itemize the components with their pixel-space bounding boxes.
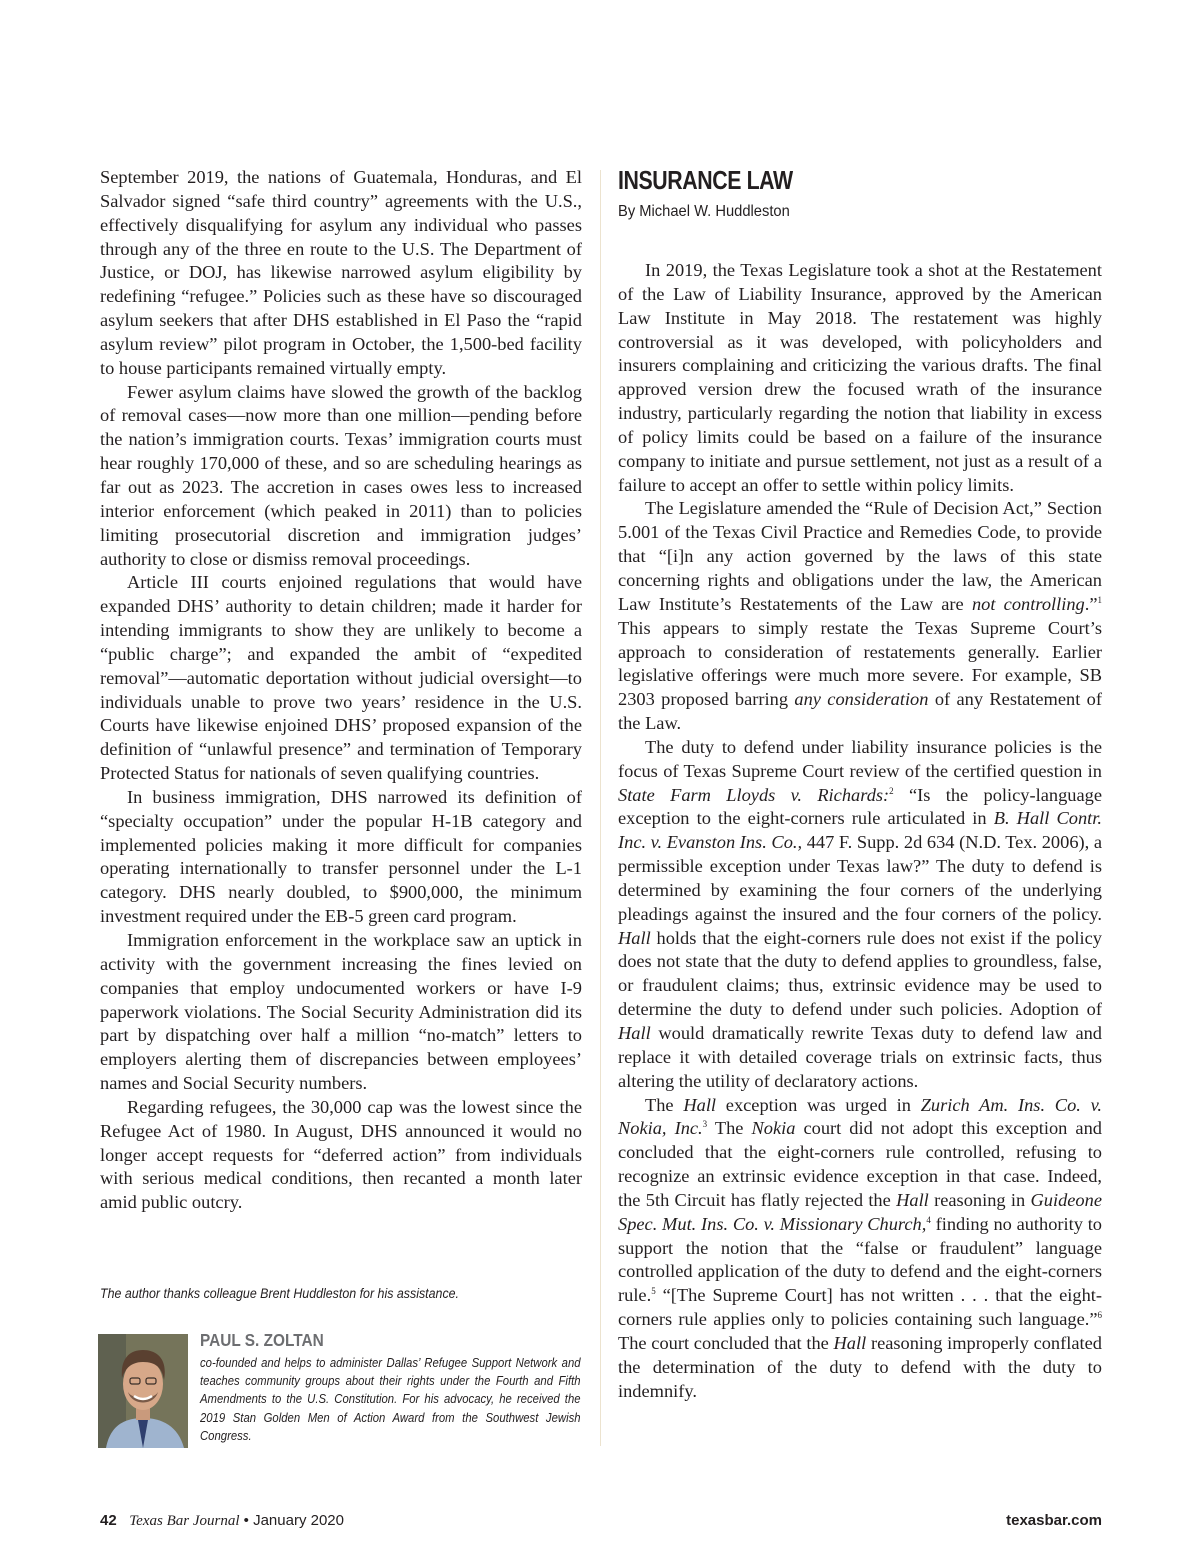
page-number: 42: [100, 1512, 117, 1529]
body-paragraph: The duty to defend under liability insurance policies is the focus of Texas Supreme Court review of the certified question in State Farm Lloyds v. Richards:$^2$ “Is the policy-language exception to the eight-corners rule articulated in B. Hall Contr. Inc. v. Evanston Ins. Co., 447 F. Supp. 2d 634 (N.D. Tex. 2006), a permissible exception under Texas law?” The duty to defend is determined by examining the four corners of the underlying pleadings against the insured and the four corners of the policy. Hall holds that the eight-corners rule does not exist if the policy does not state that the duty to defend applies to groundless, false, or fraudulent claims; thus, extrinsic evidence may be used to determine the duty to defend under such policies. Adoption of Hall would dramatically rewrite Texas duty to defend law and replace it with detailed coverage trials on extrinsic facts, thus altering the utility of declaratory actions.: [618, 736, 1103, 1091]
issue-date: January 2020: [253, 1512, 344, 1529]
footer-separator: •: [243, 1512, 249, 1529]
author-name: PAUL S. ZOLTAN: [200, 1330, 324, 1350]
footnote-marker: 2: [889, 785, 894, 796]
author-portrait-graphic: [98, 1334, 188, 1448]
journal-name: Texas Bar Journal: [129, 1513, 240, 1529]
body-paragraph: Regarding refugees, the 30,000 cap was the lowest since the Refugee Act of 1980. In August, DHS announced it would no longer accept requests for “deferred action” from individuals with serious medical conditions, then recanted a month later amid public outcry.: [100, 1096, 582, 1213]
author-photo: [98, 1334, 188, 1448]
footnote-marker: 6: [1097, 1310, 1102, 1321]
footnote-marker: 3: [702, 1119, 708, 1130]
page-footer: [100, 1512, 1102, 1534]
byline: By Michael W. Huddleston: [618, 203, 790, 220]
body-paragraph: Fewer asylum claims have slowed the growth of the backlog of removal cases—now more than one million—pending before the nation’s immigration courts. Texas’ immigration courts must hear roughly 170,000 of these, and so are scheduling hearings as far out as 2023. The accretion in cases owes less to increased interior enforcement (which peaked in 2011) than to policies limiting prosecutorial discretion and immigration judges’ authority to close or dismiss removal proceedings.: [100, 381, 582, 569]
footnote-marker: 4: [926, 1214, 931, 1225]
body-paragraph: The Hall exception was urged in Zurich Am. Ins. Co. v. Nokia, Inc.$^3$ The Nokia court did not adopt this exception and concluded that the eight-corners rule controlled, refusing to recognize an extrinsic evidence exception in that case. Indeed, the 5th Circuit has flatly rejected the Hall reasoning in Guideone Spec. Mut. Ins. Co. v. Missionary Church,$^4$ finding no authority to support the notion that the “false or fraudulent” language controlled application of the duty to defend and the eight-corners rule.$^5$ “[The Supreme Court] has not written . . . that the eight-corners rule applies only to policies containing such language.”$^6$ The court concluded that the Hall reasoning improperly conflated the determination of the duty to defend with the duty to indemnify.: [618, 1094, 1103, 1401]
body-paragraph: In business immigration, DHS narrowed its definition of “specialty occupation” under the popular H-1B category and implemented policies making it more difficult for companies operating internationally to transfer personnel under the L-1 category. DHS nearly doubled, to $900,000, the minimum investment required under the EB-5 green card program.: [100, 786, 582, 927]
footnote-marker: 5: [651, 1286, 656, 1297]
column-divider: [600, 170, 601, 1446]
author-bio: co-founded and helps to administer Dallas’ Refugee Support Network and teaches community groups about their rights under the Fourth and Fifth Amendments to the U.S. Constitution. For his advocacy, he received the 2019 Stan Golden Men of Action Award from the Southwest Jewish Congress.: [200, 1355, 581, 1443]
website-link[interactable]: texasbar.com: [1006, 1512, 1102, 1529]
body-paragraph: September 2019, the nations of Guatemala, Honduras, and El Salvador signed “safe third country” agreements with the U.S., effectively disqualifying for asylum any individual who passes through any of the three en route to the U.S. The Department of Justice, or DOJ, has likewise narrowed asylum eligibility by redefining “refugee.” Policies such as these have so discouraged asylum seekers that after DHS established in El Paso the “rapid asylum review” pilot program in October, the 1,500-bed facility to house participants remained virtually empty.: [100, 167, 582, 378]
body-paragraph: Article III courts enjoined regulations that would have expanded DHS’ authority to detain children; made it harder for intending immigrants to show they are unlikely to become a “public charge”; and expanded the ambit of “expedited removal”—automatic deportation without judicial oversight—to individuals unable to prove two years’ residence in the U.S. Courts have likewise enjoined DHS’ proposed expansion of the definition of “unlawful presence” and termination of Temporary Protected Status for nationals of seven qualifying countries.: [100, 572, 582, 784]
footnote-marker: 1: [1097, 594, 1103, 605]
acknowledgement-note: The author thanks colleague Brent Huddleston for his assistance.: [100, 1286, 460, 1301]
body-paragraph: Immigration enforcement in the workplace saw an uptick in activity with the government increasing the fines levied on companies that employ undocumented workers or have I-9 paperwork violations. The Social Security Administration did its part by dispatching over half a million “no-match” letters to employers alerting them of discrepancies between employees’ names and Social Security numbers.: [100, 930, 582, 1094]
body-paragraph: The Legislature amended the “Rule of Decision Act,” Section 5.001 of the Texas Civil Practice and Remedies Code, to provide that “[i]n any action governed by the laws of this state concerning rights and obligations under the law, the American Law Institute’s Restatements of the Law are not controlling.”$^1$ This appears to simply restate the Texas Supreme Court’s approach to consideration of restatements generally. Earlier legislative offerings were much more severe. For example, SB 2303 proposed barring any consideration of any Restatement of the Law.: [618, 498, 1103, 734]
left-column: [100, 166, 582, 1215]
body-paragraph: In 2019, the Texas Legislature took a shot at the Restatement of the Law of Liability Insurance, approved by the American Law Institute in May 2018. The restatement was highly controversial as it was developed, with policyholders and insurers complaining and criticizing the various drafts. The final approved version drew the focused wrath of the insurance industry, particularly regarding the notion that liability in excess of policy limits could be based on a failure of the insurance company to initiate and pursue settlement, not just as a result of a failure to accept an offer to settle within policy limits.: [618, 260, 1102, 495]
right-column: [618, 166, 1102, 1404]
section-title: INSURANCE LAW: [618, 165, 793, 195]
